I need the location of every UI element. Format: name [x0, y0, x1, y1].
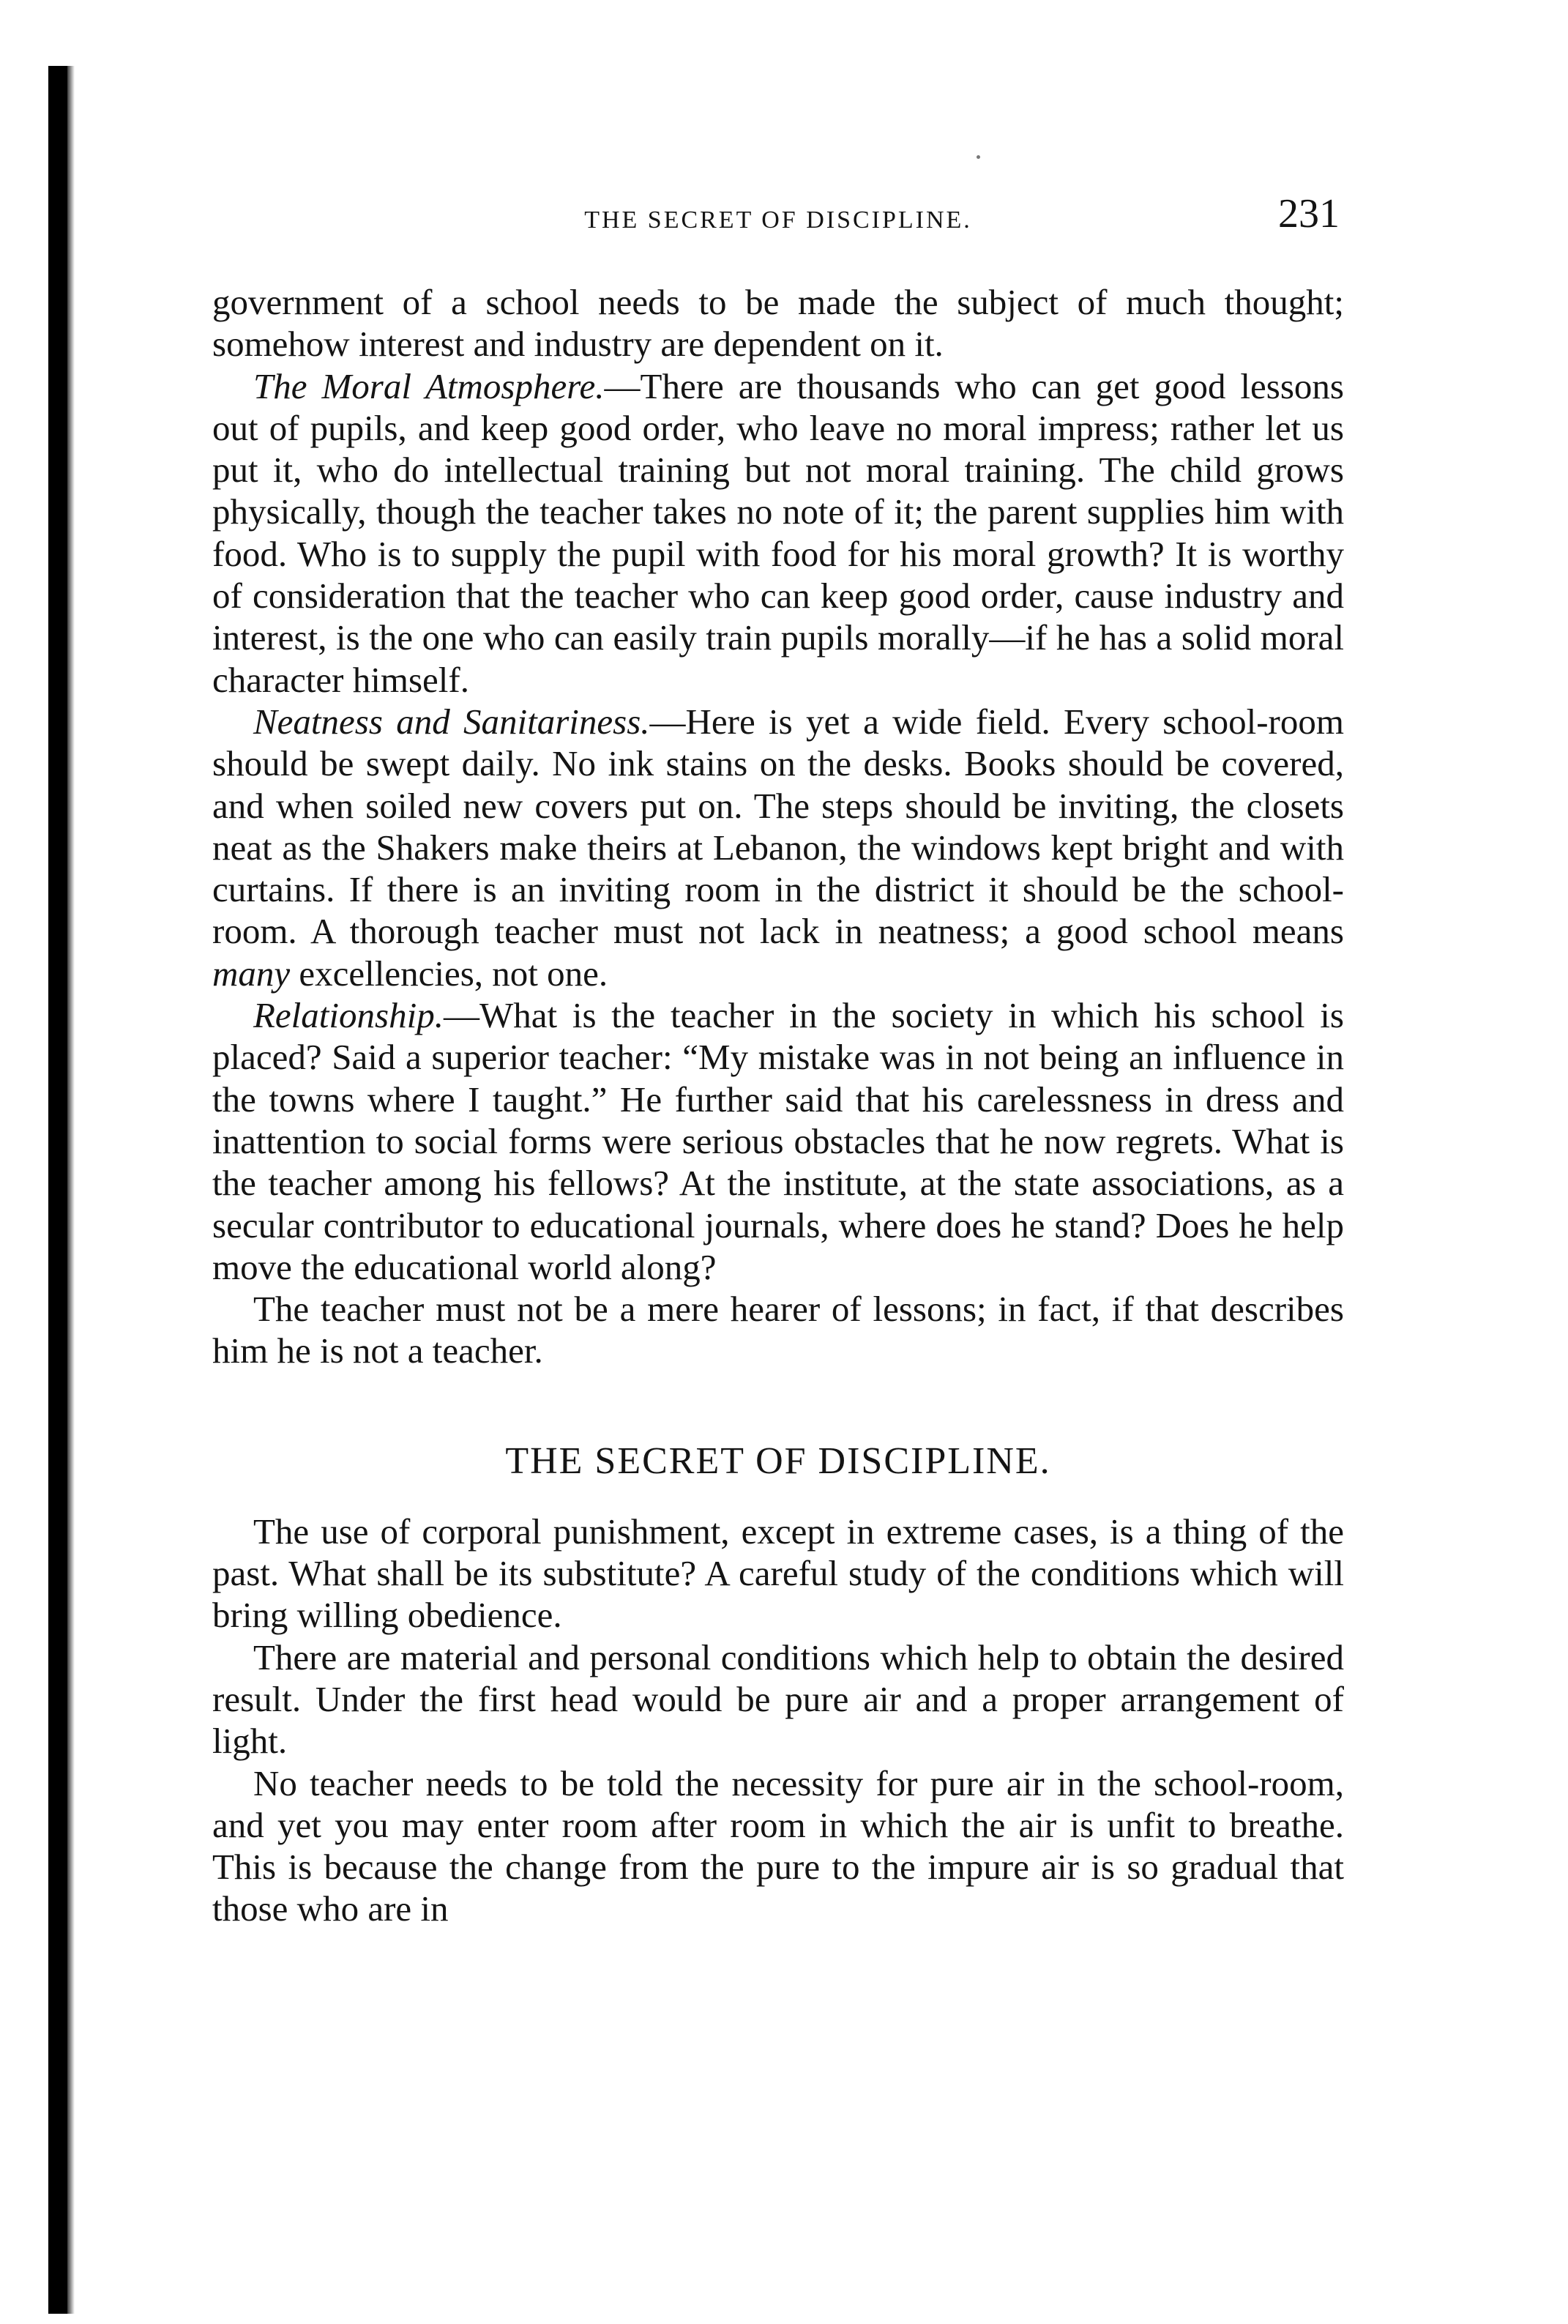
paragraph-moral-atmosphere [212, 365, 1344, 701]
paper-speck [977, 155, 980, 159]
run-in-heading: Relationship. [253, 995, 444, 1036]
binding-edge [48, 66, 67, 2314]
running-head [212, 190, 1344, 249]
paragraph-relationship [212, 994, 1344, 1288]
section-body [212, 1511, 1344, 1930]
binding-edge-shadow [67, 66, 75, 2314]
paragraph-closing [212, 1288, 1344, 1372]
paragraph-text: excellencies, not one. [290, 953, 608, 994]
page-number: 231 [1278, 191, 1340, 237]
emphasis-word: many [212, 953, 291, 994]
paragraph-neatness [212, 701, 1344, 994]
section-paragraph: There are material and personal conditions which help to obtain the desired result. Under the first head would be pure air and a proper arrangement of light. [212, 1636, 1344, 1762]
paragraph-text: —Here is yet a wide field. Every school-room should be swept daily. No ink stains on the desks. Books should be covered, and when soiled new covers put on. The steps should be inviting, the closets neat as the Shakers make theirs at Lebanon, the windows kept bright and with curtains. If there is an inviting room in the district it should be the school-room. A thorough teacher must not lack in neatness; a good school means [212, 701, 1344, 952]
section-paragraph: The use of corporal punishment, except in extreme cases, is a thing of the past. What shall be its substitute? A careful study of the conditions which will bring willing obedience. [212, 1511, 1344, 1636]
paragraph-continuation [212, 281, 1344, 365]
paragraph-text: —What is the teacher in the society in which his school is placed? Said a superior teacher: “My mistake was in not being an influence in the towns where I taught.” He further said that his carelessness in dress and inattention to social forms were serious obstacles that he now regrets. What is the teacher among his fellows? At the institute, at the state associations, as a secular contributor to educational journals, where does he stand? Does he help move the educational world along? [212, 995, 1344, 1287]
section-title: THE SECRET OF DISCIPLINE. [505, 1440, 1051, 1482]
run-in-heading: Neatness and Sanitariness. [253, 701, 650, 742]
run-in-heading: The Moral Atmosphere. [253, 365, 605, 406]
body-text [212, 281, 1344, 1372]
section-paragraph: No teacher needs to be told the necessity for pure air in the school-room, and yet you may enter room after room in which the air is unfit to breathe. This is because the change from the pure to the impure air is so gradual that those who are in [212, 1762, 1344, 1929]
paragraph-text: —There are thousands who can get good lessons out of pupils, and keep good order, who leave no moral impress; rather let us put it, who do intellectual training but not moral training. The child grows physically, though the teacher takes no note of it; the parent supplies him with food. Who is to supply the pupil with food for his moral growth? It is worthy of consideration that the teacher who can keep good order, cause industry and interest, is the one who can easily train pupils morally—if he has a solid moral character himself. [212, 365, 1345, 700]
book-page [212, 190, 1344, 1930]
paragraph-text: The teacher must not be a mere hearer of lessons; in fact, if that describes him he is not a teacher. [212, 1289, 1344, 1371]
running-title: THE SECRET OF DISCIPLINE. [584, 206, 972, 234]
paragraph-text: government of a school needs to be made the subject of much thought; somehow interest and industry are dependent on it. [212, 282, 1344, 365]
